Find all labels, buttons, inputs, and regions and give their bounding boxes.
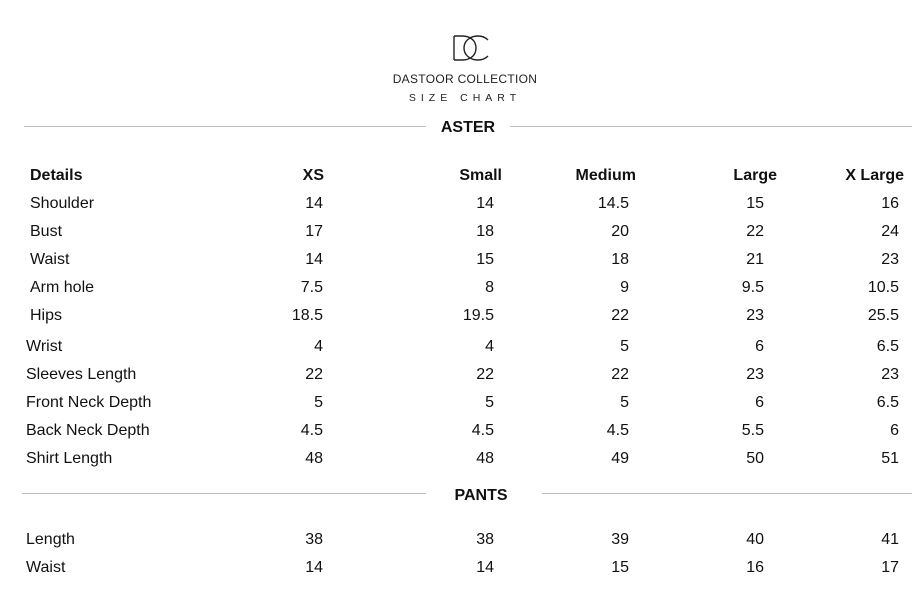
table-cell: 49 [611, 450, 629, 467]
brand-logo [450, 34, 490, 62]
table-cell: 6.5 [876, 394, 899, 411]
table-cell: 5.5 [741, 422, 764, 439]
row-label: Shirt Length [26, 450, 113, 467]
column-header-large: Large [733, 167, 777, 184]
table-cell: 9 [620, 279, 629, 296]
table-cell: 16 [746, 559, 764, 576]
table-cell: 23 [881, 366, 899, 383]
table-cell: 48 [476, 450, 494, 467]
table-cell: 23 [746, 307, 764, 324]
table-cell: 18 [476, 223, 494, 240]
table-cell: 6.5 [876, 338, 899, 355]
row-label: Bust [30, 223, 63, 240]
table-cell: 17 [881, 559, 899, 576]
row-label: Front Neck Depth [26, 394, 152, 411]
row-label: Back Neck Depth [26, 422, 150, 439]
table-cell: 16 [881, 195, 899, 212]
row-label: Waist [30, 251, 70, 268]
column-header-details: Details [30, 167, 83, 184]
row-label: Hips [30, 307, 63, 324]
table-cell: 7.5 [300, 279, 323, 296]
row-label: Length [26, 531, 75, 548]
table-cell: 6 [755, 394, 764, 411]
column-header-small: Small [459, 167, 502, 184]
table-cell: 50 [746, 450, 764, 467]
row-label: Wrist [26, 338, 63, 355]
column-header-medium: Medium [575, 167, 636, 184]
table-cell: 14 [305, 195, 323, 212]
table-cell: 25.5 [867, 307, 899, 324]
table-cell: 4.5 [606, 422, 629, 439]
table-cell: 40 [746, 531, 764, 548]
chart-subtitle: SIZE CHART [408, 92, 522, 104]
table-cell: 18 [611, 251, 629, 268]
table-cell: 23 [746, 366, 764, 383]
table-cell: 4 [485, 338, 494, 355]
table-cell: 5 [485, 394, 494, 411]
table-cell: 14 [476, 559, 494, 576]
table-cell: 23 [881, 251, 899, 268]
table-cell: 41 [881, 531, 899, 548]
table-cell: 21 [746, 251, 764, 268]
table-cell: 4.5 [300, 422, 323, 439]
table-cell: 6 [755, 338, 764, 355]
table-cell: 14 [305, 251, 323, 268]
table-cell: 22 [305, 366, 323, 383]
table-cell: 22 [611, 307, 629, 324]
table-cell: 14.5 [597, 195, 629, 212]
table-cell: 38 [305, 531, 323, 548]
row-label: Shoulder [30, 195, 95, 212]
table-cell: 22 [746, 223, 764, 240]
divider-right-pants [542, 493, 912, 494]
table-cell: 22 [611, 366, 629, 383]
table-cell: 17 [305, 223, 323, 240]
table-cell: 5 [620, 338, 629, 355]
row-label: Waist [26, 559, 66, 576]
table-cell: 20 [611, 223, 629, 240]
table-cell: 15 [746, 195, 764, 212]
table-cell: 6 [890, 422, 899, 439]
brand-name: DASTOOR COLLECTION [392, 72, 538, 86]
table-cell: 51 [881, 450, 899, 467]
table-cell: 8 [485, 279, 494, 296]
table-cell: 5 [620, 394, 629, 411]
table-cell: 39 [611, 531, 629, 548]
row-label: Sleeves Length [26, 366, 137, 383]
table-cell: 48 [305, 450, 323, 467]
table-cell: 5 [314, 394, 323, 411]
divider-right-aster [510, 126, 912, 127]
column-header-x-large: X Large [845, 167, 904, 184]
table-cell: 4 [314, 338, 323, 355]
divider-left-pants [22, 493, 426, 494]
section-title-pants: PANTS [454, 487, 508, 504]
table-cell: 22 [476, 366, 494, 383]
section-title-aster: ASTER [440, 119, 496, 136]
table-cell: 4.5 [471, 422, 494, 439]
table-cell: 15 [476, 251, 494, 268]
table-cell: 14 [305, 559, 323, 576]
row-label: Arm hole [30, 279, 95, 296]
table-cell: 24 [881, 223, 899, 240]
table-cell: 19.5 [462, 307, 494, 324]
divider-left-aster [24, 126, 426, 127]
column-header-xs: XS [302, 167, 324, 184]
table-cell: 18.5 [291, 307, 323, 324]
table-cell: 15 [611, 559, 629, 576]
table-cell: 10.5 [867, 279, 899, 296]
table-cell: 14 [476, 195, 494, 212]
table-cell: 38 [476, 531, 494, 548]
table-cell: 9.5 [741, 279, 764, 296]
